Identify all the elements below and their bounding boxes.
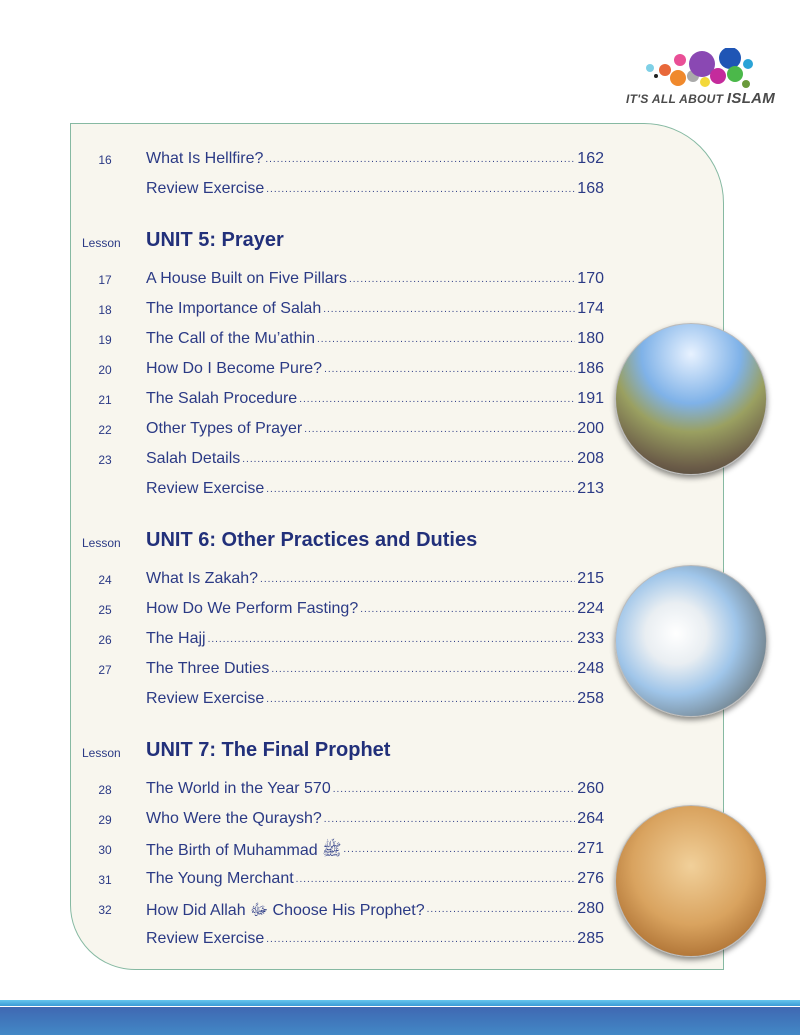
lesson-title: How Do I Become Pure? [146, 360, 323, 377]
page-number: 276 [577, 870, 604, 887]
toc-entry[interactable] [0, 925, 800, 955]
lesson-number: 17 [98, 273, 112, 287]
toc-entry[interactable] [0, 865, 800, 895]
footer-band [0, 1007, 800, 1035]
dot-leader [324, 810, 576, 830]
unit-title: UNIT 6: Other Practices and Duties [146, 529, 478, 551]
page-number: 233 [577, 630, 604, 647]
lesson-title: The Hajj [146, 630, 206, 647]
page-number: 258 [577, 690, 604, 707]
page-number: 280 [577, 900, 604, 917]
dot-leader [266, 930, 575, 950]
toc-entry[interactable] [0, 685, 800, 715]
page-number: 180 [577, 330, 604, 347]
toc-entry[interactable] [0, 175, 800, 205]
lesson-title: Review Exercise [146, 930, 265, 947]
dot-leader [317, 330, 575, 350]
lesson-number: 28 [98, 783, 112, 797]
lesson-title: The Young Merchant [146, 870, 294, 887]
page-number: 213 [577, 480, 604, 497]
toc-entry[interactable] [0, 445, 800, 475]
dot-leader [260, 570, 575, 590]
lesson-number: 27 [98, 663, 112, 677]
page-number: 264 [577, 810, 604, 827]
page-number: 208 [577, 450, 604, 467]
lesson-title: The Birth of Muhammad ﷺ [146, 842, 342, 859]
lesson-number: 29 [98, 813, 112, 827]
lesson-number: 20 [98, 363, 112, 377]
lesson-label: Lesson [82, 536, 121, 550]
lesson-number: 24 [98, 573, 112, 587]
dot-leader [323, 300, 575, 320]
toc-entry[interactable] [0, 145, 800, 175]
unit-title: UNIT 7: The Final Prophet [146, 739, 391, 761]
lesson-title: What Is Hellfire? [146, 150, 264, 167]
dot-leader [360, 600, 575, 620]
lesson-number: 21 [98, 393, 112, 407]
dot-leader [266, 690, 575, 710]
toc-entry[interactable] [0, 775, 800, 805]
lesson-number: 16 [98, 153, 112, 167]
toc-entry[interactable] [0, 475, 800, 505]
lesson-title: The Call of the Mu’athin [146, 330, 315, 347]
toc-entry[interactable] [0, 805, 800, 835]
lesson-number: 26 [98, 633, 112, 647]
toc-entry[interactable] [0, 385, 800, 415]
dot-leader [242, 450, 575, 470]
toc-entry[interactable] [0, 655, 800, 685]
lesson-number: 25 [98, 603, 112, 617]
lesson-title: Review Exercise [146, 690, 265, 707]
page-number: 200 [577, 420, 604, 437]
page-number: 285 [577, 930, 604, 947]
lesson-title: Review Exercise [146, 180, 265, 197]
toc-entry[interactable] [0, 835, 800, 865]
dot-leader [304, 420, 575, 440]
dot-leader [343, 840, 575, 863]
lesson-title: The World in the Year 570 [146, 780, 331, 797]
lesson-number: 19 [98, 333, 112, 347]
page-number: 215 [577, 570, 604, 587]
page-number: 248 [577, 660, 604, 677]
lesson-title: What Is Zakah? [146, 570, 259, 587]
lesson-title: The Importance of Salah [146, 300, 322, 317]
toc-entry[interactable] [0, 895, 800, 925]
page-number: 168 [577, 180, 604, 197]
dot-leader [208, 630, 576, 650]
lesson-number: 22 [98, 423, 112, 437]
toc-entry[interactable] [0, 595, 800, 625]
unit-title: UNIT 5: Prayer [146, 229, 284, 251]
lesson-title: Review Exercise [146, 480, 265, 497]
dot-leader [265, 150, 575, 170]
page-number: 271 [577, 840, 604, 857]
lesson-number: 32 [98, 903, 112, 917]
lesson-title: Salah Details [146, 450, 241, 467]
lesson-title: How Did Allah ﷻ Choose His Prophet? [146, 902, 425, 919]
page-number: 170 [577, 270, 604, 287]
dot-leader [349, 270, 575, 290]
lesson-title: A House Built on Five Pillars [146, 270, 347, 287]
toc-entry[interactable] [0, 265, 800, 295]
lesson-number: 23 [98, 453, 112, 467]
footer-band-light [0, 1000, 800, 1006]
lesson-label: Lesson [82, 746, 121, 760]
lesson-title: The Salah Procedure [146, 390, 298, 407]
dot-leader [333, 780, 576, 800]
page-number: 191 [577, 390, 604, 407]
lesson-title: Other Types of Prayer [146, 420, 303, 437]
toc-entry[interactable] [0, 415, 800, 445]
lesson-title: How Do We Perform Fasting? [146, 600, 359, 617]
dot-leader [271, 660, 575, 680]
toc-entry[interactable] [0, 625, 800, 655]
unit-heading [0, 739, 800, 769]
toc-entry[interactable] [0, 355, 800, 385]
unit-heading [0, 229, 800, 259]
toc-entry[interactable] [0, 565, 800, 595]
page-number: 174 [577, 300, 604, 317]
dot-leader [266, 180, 575, 200]
page-number: 260 [577, 780, 604, 797]
lesson-number: 31 [98, 873, 112, 887]
dot-leader [296, 870, 576, 890]
dot-leader [324, 360, 575, 380]
lesson-label: Lesson [82, 236, 121, 250]
toc-entry[interactable] [0, 295, 800, 325]
lesson-number: 30 [98, 843, 112, 857]
page-number: 162 [577, 150, 604, 167]
unit-heading [0, 529, 800, 559]
page-number: 186 [577, 360, 604, 377]
lesson-title: The Three Duties [146, 660, 270, 677]
page-number: 224 [577, 600, 604, 617]
dot-leader [427, 900, 576, 923]
logo-text: IT'S ALL ABOUT ISLAM [626, 90, 776, 107]
dot-leader [299, 390, 575, 410]
dot-leader [266, 480, 575, 500]
lesson-number: 18 [98, 303, 112, 317]
lesson-title: Who Were the Quraysh? [146, 810, 322, 827]
toc-entry[interactable] [0, 325, 800, 355]
